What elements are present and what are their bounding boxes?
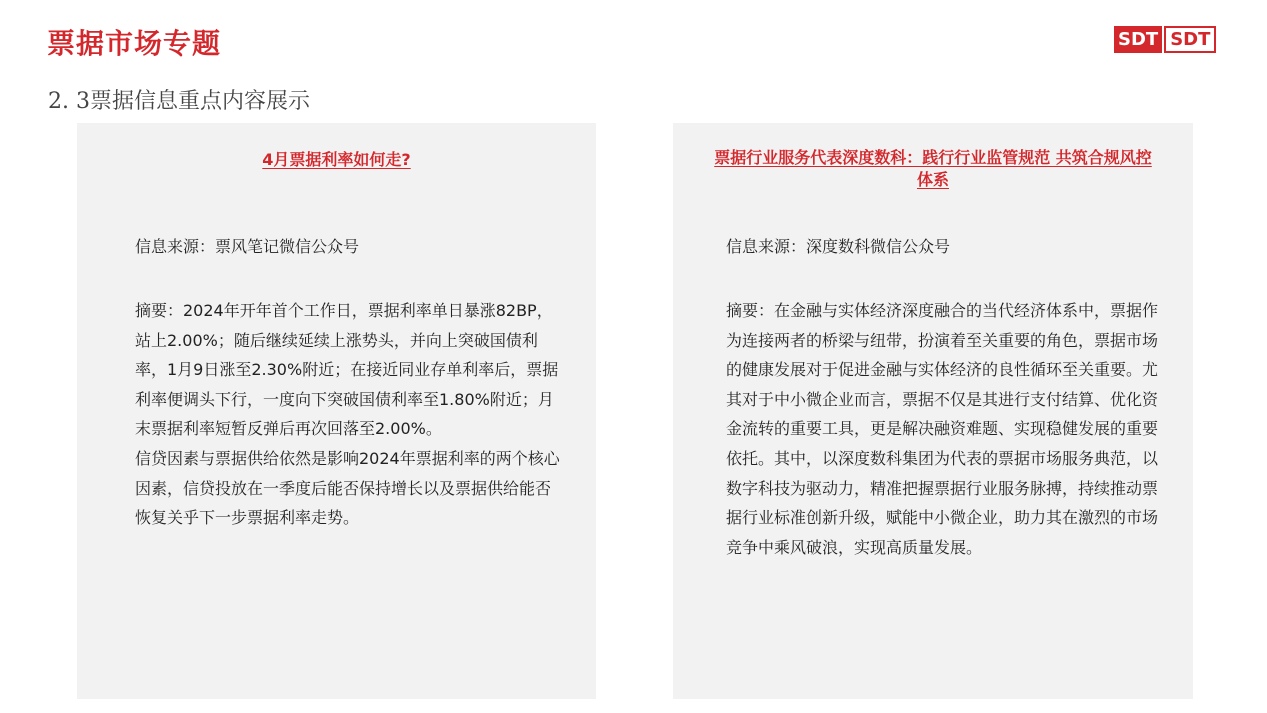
section-subtitle: 2. 3票据信息重点内容展示 (48, 89, 310, 114)
card-summary (726, 296, 1166, 562)
summary-paragraph: 信贷因素与票据供给依然是影响2024年票据利率的两个核心因素，信贷投放在一季度后能否保持增长以及票据供给能否恢复关乎下一步票据利率走势。 (135, 448, 560, 528)
card-source: 信息来源：票风笔记微信公众号 (135, 237, 360, 256)
page-title: 票据市场专题 (47, 27, 222, 60)
card-title-link[interactable]: 票据行业服务代表深度数科：践行行业监管规范 共筑合规风控体系 (714, 148, 1152, 189)
card-source: 信息来源：深度数科微信公众号 (726, 237, 951, 256)
news-card-right (673, 123, 1193, 699)
summary-paragraph: 摘要：2024年开年首个工作日，票据利率单日暴涨82BP，站上2.00%；随后继续延续上涨势头，并向上突破国债利率，1月9日涨至2.30%附近；在接近同业存单利率后，票据利率便调头下行，一度向下突破国债利率至1.80%附近；月末票据利率短暂反弹后再次回落至2.00%。 (135, 301, 559, 439)
news-card-left (77, 123, 596, 699)
card-summary (135, 296, 565, 533)
card-title-link[interactable]: 4月票据利率如何走? (262, 150, 411, 169)
summary-paragraph: 摘要：在金融与实体经济深度融合的当代经济体系中，票据作为连接两者的桥梁与纽带，扮演着至关重要的角色，票据市场的健康发展对于促进金融与实体经济的良性循环至关重要。尤其对于中小微企业而言，票据不仅是其进行支付结算、优化资金流转的重要工具，更是解决融资难题、实现稳健发展的重要依托。其中，以深度数科集团为代表的票据市场服务典范，以数字科技为驱动力，精准把握票据行业服务脉搏，持续推动票据行业标准创新升级，赋能中小微企业，助力其在激烈的市场竞争中乘风破浪，实现高质量发展。 (726, 301, 1159, 557)
logo-part-outline: SDT (1164, 26, 1216, 53)
logo-part-filled: SDT (1114, 26, 1162, 53)
sdt-logo (1114, 26, 1216, 53)
